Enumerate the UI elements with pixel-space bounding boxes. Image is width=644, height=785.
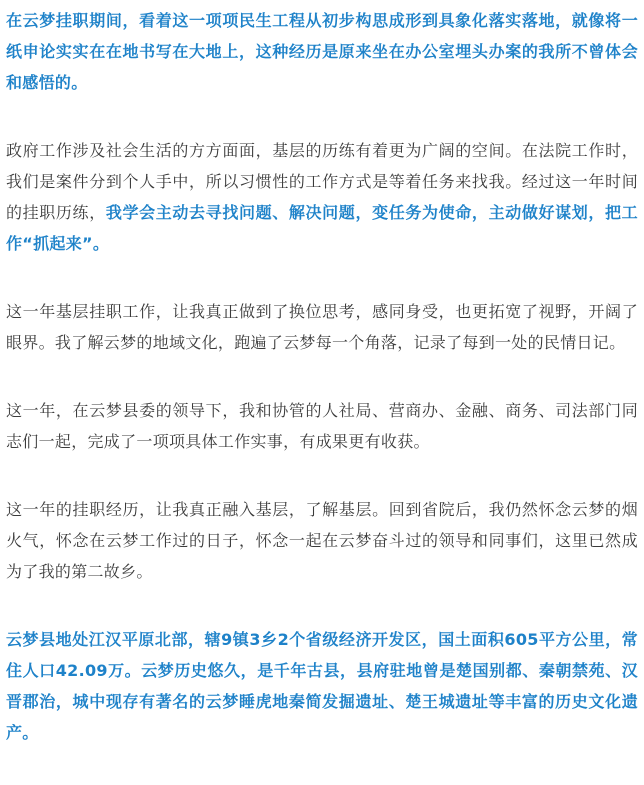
paragraph-text: 这一年的挂职经历，让我真正融入基层，了解基层。回到省院后，我仍然怀念云梦的烟火气，怀念在云梦工作过的日子，怀念一起在云梦奋斗过的领导和同事们，这里已然成为了我的第二故乡。 bbox=[6, 500, 638, 581]
paragraph-text: 云梦县地处江汉平原北部，辖9镇3乡2个省级经济开发区，国土面积605平方公里，常住人口42.09万。云梦历史悠久，是千年古县，县府驻地曾是楚国别都、秦朝禁苑、汉晋郡治，城中现存有著名的云梦睡虎地秦简发掘遗址、楚王城遗址等丰富的历史文化遗产。 bbox=[6, 630, 638, 742]
paragraph-intro-highlight bbox=[6, 5, 638, 98]
paragraph-text: 这一年，在云梦县委的领导下，我和协管的人社局、营商办、金融、商务、司法部门同志们一起，完成了一项项具体工作实事，有成果更有收获。 bbox=[6, 401, 638, 451]
paragraph-government-work bbox=[6, 135, 638, 259]
paragraph-teamwork bbox=[6, 395, 638, 457]
paragraph-perspective bbox=[6, 296, 638, 358]
paragraph-text: 在云梦挂职期间，看着这一项项民生工程从初步构思成形到具象化落实落地，就像将一纸申论实实在在地书写在大地上，这种经历是原来坐在办公室埋头办案的我所不曾体会和感悟的。 bbox=[6, 11, 638, 92]
paragraph-text: 这一年基层挂职工作，让我真正做到了换位思考，感同身受，也更拓宽了视野，开阔了眼界。我了解云梦的地域文化，跑遍了云梦每一个角落，记录了每到一处的民情日记。 bbox=[6, 302, 638, 352]
paragraph-yunmeng-intro bbox=[6, 624, 638, 748]
paragraph-second-hometown bbox=[6, 494, 638, 587]
article-body bbox=[6, 5, 638, 785]
paragraph-highlight-text: 我学会主动去寻找问题、解决问题，变任务为使命，主动做好谋划，把工作“抓起来”。 bbox=[6, 203, 638, 253]
paragraph-text: 政府工作涉及社会生活的方方面面，基层的历练有着更为广阔的空间。在法院工作时，我们是案件分到个人手中，所以习惯性的工作方式是等着任务来找我。经过这一年时间的挂职历练， bbox=[6, 141, 638, 222]
